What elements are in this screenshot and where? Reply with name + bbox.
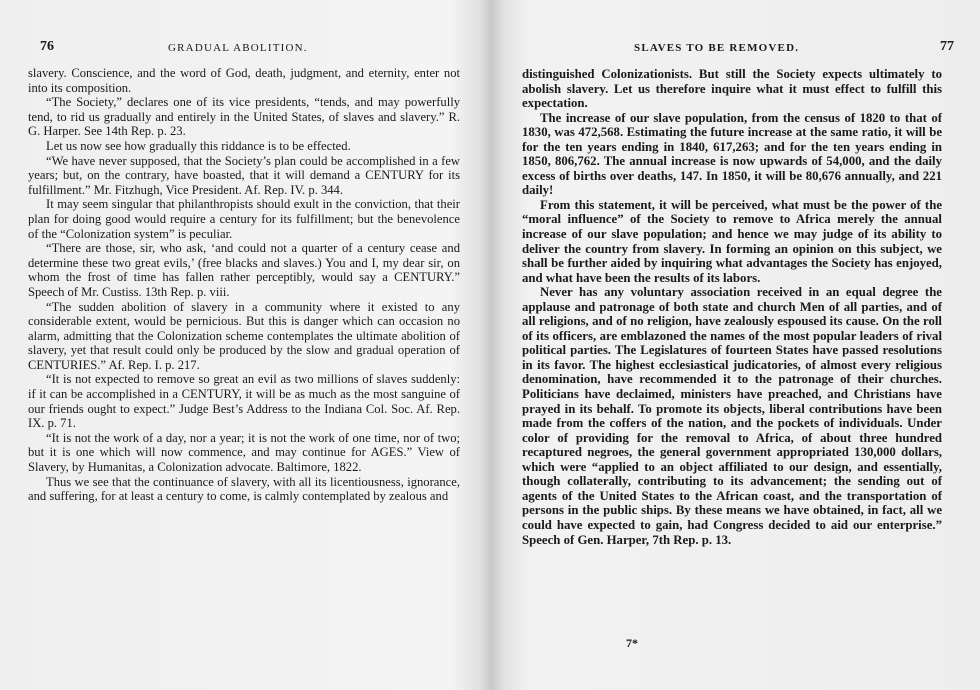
paragraph: It may seem singular that philanthropists should exult in the conviction, that their plan for doing good would require a century for its fulfillment; but the benevolence of the “Colonization system” is peculiar. [28,197,460,241]
signature-mark: 7* [626,636,638,650]
paragraph: “It is not the work of a day, nor a year; it is not the work of one time, nor of two; but it is one which will now commence, and may continue for AGES.” View of Slavery, by Humanitas, a Colonization advocate. Baltimore, 1822. [28,430,460,475]
running-head: SLAVES TO BE REMOVED. [634,42,800,54]
paragraph: Thus we see that the continuance of slavery, with all its licentiousness, ignorance, and suffering, for at least a century to come, is calmly contemplated by zealous and [28,474,460,504]
right-page-body [522,67,942,547]
paragraph: The increase of our slave population, from the census of 1820 to that of 1830, was 472,568. Estimating the future increase at the same ratio, it will be for the ten years ending in 1840, 617,263; and for the ten years ending in 1850, 806,762. The annual increase is now upwards of 54,000, and the daily excess of births over deaths, 147. In 1850, it will be 80,676 annually, and 221 daily! [522,110,942,198]
paragraph: “The sudden abolition of slavery in a community where it existed to any considerable extent, would be pernicious. But this is danger which can occasion no alarm, admitting that the Colonization scheme contemplates the ultimate abolition of slavery, yet that result could only be produced by the slow and gradual operation of CENTURIES.” Af. Rep. I. p. 217. [28,299,460,372]
left-page-body [28,66,460,504]
book-gutter [480,0,504,690]
paragraph: Never has any voluntary association received in an equal degree the applause and patronage of both state and church Men of all parties, and of all religions, and of no religion, have zealously espoused its cause. On the roll of its officers, are emblazoned the names of the most popular leaders of rival political parties. The Legislatures of fourteen States have passed resolutions in its favor. The highest ecclesiastical judicatories, of almost every religious denomination, have recommended it to the patronage of their churches. Politicians have declaimed, ministers have preached, and Christians have prayed in its behalf. To promote its objects, liberal contributions have been made from the coffers of the nation, and the pockets of individuals. Under color of providing for the removal to Africa, of about three hundred recaptured negroes, the general government appropriated 130,000 dollars, which were “applied to an object affiliated to our design, and essentially, though collaterally, contributing to its advancement; the sending out of agents of the United States to the African coast, and the transportation of persons in the public ships. By these means we have obtained, in fact, all we could have expected to gain, had Congress decided to aid our enterprise.” Speech of Gen. Harper, 7th Rep. p. 13. [522,285,942,547]
paragraph: Let us now see how gradually this riddance is to be effected. [46,138,351,153]
paragraph: “The Society,” declares one of its vice presidents, “tends, and may powerfully tend, to rid us gradually and entirely in the United States, of slaves and slavery.” R. G. Harper. See 14th Rep. p. 23. [28,95,460,139]
running-head: GRADUAL ABOLITION. [168,42,308,54]
paragraph: “It is not expected to remove so great an evil as two millions of slaves suddenly: if it can be accomplished in a CENTURY, it will be as much as the most sanguine of our friends ought to expect.” Judge Best’s Address to the Indiana Col. Soc. Af. Rep. IX. p. 71. [28,372,460,431]
right-page [522,0,954,690]
paragraph: From this statement, it will be perceived, what must be the power of the “moral influence” of the Society to remove to Africa merely the annual increase of our slave population; and hence we may judge of its ability to deliver the country from slavery. In forming an opinion on this subject, we shall be further aided by inquiring what advantages the Society has enjoyed, and what have been the results of its labors. [522,197,942,285]
page-number: 77 [940,39,954,54]
paragraph: distinguished Colonizationists. But still the Society expects ultimately to abolish slavery. Let us therefore inquire what it must effect to fulfill this expectation. [522,67,942,111]
paragraph: “There are those, sir, who ask, ‘and could not a quarter of a century cease and determine these two great evils,’ (free blacks and slaves.) You and I, my dear sir, on whom the frost of time has fallen rather perceptibly, would say a CENTURY.” Speech of Mr. Custiss. 13th Rep. p. viii. [28,241,460,299]
page-number: 76 [40,39,54,54]
right-page-header [522,39,954,58]
paragraph: “We have never supposed, that the Society’s plan could be accomplished in a few years; but, on the contrary, have boasted, that it will demand a CENTURY for its fulfillment.” Mr. Fitzhugh, Vice President. Af. Rep. IV. p. 344. [28,153,460,197]
left-page-header [28,39,460,58]
left-page [28,0,460,690]
paragraph: slavery. Conscience, and the word of God, death, judgment, and eternity, enter not into its composition. [28,66,460,95]
